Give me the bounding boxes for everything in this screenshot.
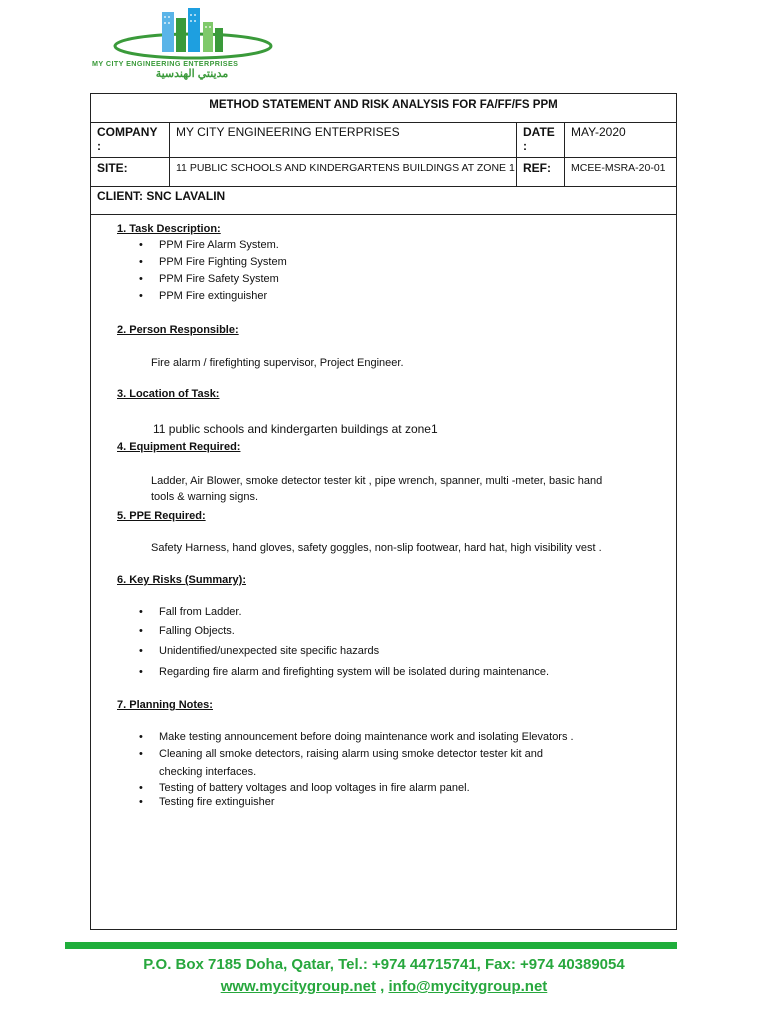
client-row <box>91 187 676 215</box>
date-label: DATE <box>523 125 555 139</box>
list-item: • Regarding fire alarm and firefighting system will be isolated during maintenance. <box>139 666 550 678</box>
company-label-cell <box>91 123 169 157</box>
ppe-text: Safety Harness, hand gloves, safety goggles, non-slip footwear, hard hat, high visibility vest . <box>151 542 602 554</box>
location-heading: 3. Location of Task: <box>117 388 220 400</box>
date-value: MAY-2020 <box>564 123 676 157</box>
list-item: • PPM Fire Alarm System. <box>139 239 279 251</box>
site-value: 11 PUBLIC SCHOOLS AND KINDERGARTENS BUILDINGS AT ZONE 1 <box>169 158 516 186</box>
website-link[interactable]: www.mycitygroup.net <box>220 978 376 995</box>
list-item: • Falling Objects. <box>139 625 235 637</box>
equipment-text-line2: tools & warning signs. <box>151 491 258 503</box>
ref-value: MCEE-MSRA-20-01 <box>564 158 676 186</box>
footer-contacts <box>0 978 768 995</box>
list-item: • PPM Fire Fighting System <box>139 256 287 268</box>
company-value: MY CITY ENGINEERING ENTERPRISES <box>169 123 516 157</box>
list-item: • PPM Fire Safety System <box>139 273 279 285</box>
key-risks-heading: 6. Key Risks (Summary): <box>117 574 246 586</box>
footer-divider <box>65 942 677 949</box>
list-item: • PPM Fire extinguisher <box>139 290 268 302</box>
company-label: COMPANY <box>97 125 158 139</box>
planning-notes-heading: 7. Planning Notes: <box>117 699 213 711</box>
equipment-heading: 4. Equipment Required: <box>117 441 241 453</box>
date-colon: : <box>523 139 527 153</box>
company-row <box>91 123 676 158</box>
list-item: • Unidentified/unexpected site specific hazards <box>139 645 380 657</box>
company-colon: : <box>97 139 101 153</box>
location-text: 11 public schools and kindergarten buildings at zone1 <box>153 422 438 436</box>
task-description-heading: 1. Task Description: <box>117 223 221 235</box>
date-label-cell <box>516 123 564 157</box>
list-item: • Testing fire extinguisher <box>139 796 275 808</box>
form-title-row <box>91 94 676 123</box>
logo-company-name-arabic: مدينتي الهندسية <box>155 68 229 80</box>
method-statement-form <box>90 93 677 930</box>
equipment-text-line1: Ladder, Air Blower, smoke detector tester kit , pipe wrench, spanner, multi -meter, basic hand <box>151 475 603 487</box>
site-label: SITE: <box>97 161 128 175</box>
list-item: • Cleaning all smoke detectors, raising alarm using smoke detector tester kit and <box>139 748 543 760</box>
ref-label: REF: <box>516 158 564 186</box>
footer-separator: , <box>375 978 389 995</box>
list-item-continuation: checking interfaces. <box>159 766 257 778</box>
footer-address: P.O. Box 7185 Doha, Qatar, Tel.: +974 44715741, Fax: +974 40389054 <box>143 956 625 973</box>
list-item: • Testing of battery voltages and loop voltages in fire alarm panel. <box>139 782 470 794</box>
logo-company-name: MY CITY ENGINEERING ENTERPRISES <box>92 59 239 68</box>
client-value: CLIENT: SNC LAVALIN <box>97 189 226 203</box>
list-item: • Fall from Ladder. <box>139 606 242 618</box>
form-body <box>91 215 676 929</box>
person-responsible-heading: 2. Person Responsible: <box>117 324 239 336</box>
form-title: METHOD STATEMENT AND RISK ANALYSIS FOR FA/FF/FS PPM <box>209 99 558 111</box>
email-link[interactable]: info@mycitygroup.net <box>388 978 548 995</box>
list-item: • Make testing announcement before doing maintenance work and isolating Elevators . <box>139 731 574 743</box>
person-responsible-text: Fire alarm / firefighting supervisor, Project Engineer. <box>151 357 404 369</box>
ppe-heading: 5. PPE Required: <box>117 510 206 522</box>
site-row <box>91 158 676 187</box>
